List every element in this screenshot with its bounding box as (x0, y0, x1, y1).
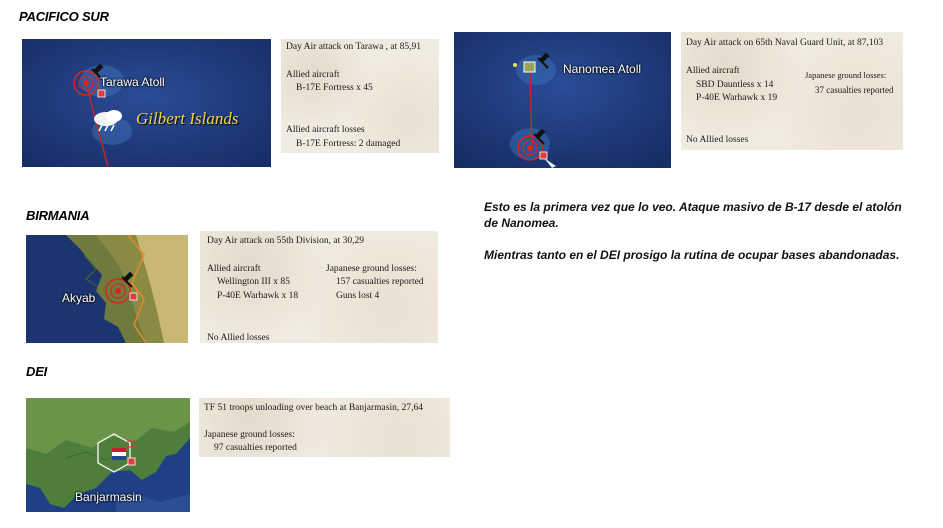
combat-report-akyab (200, 231, 438, 343)
japanese-ground-losses-header: Japanese ground losses: (204, 430, 295, 440)
allied-losses-entry: No Allied losses (686, 135, 749, 145)
map-tarawa (22, 39, 271, 167)
section-heading-birmania: BIRMANIA (26, 208, 90, 223)
combat-report-banjarmasin (199, 398, 450, 457)
japanese-unit-icon (128, 458, 135, 465)
report-title: TF 51 troops unloading over beach at Banjarmasin, 27,64 (204, 403, 423, 413)
map-label-nanomea-atoll: Nanomea Atoll (563, 62, 642, 76)
japanese-unit-icon (130, 293, 137, 300)
allied-aircraft-entry: SBD Dauntless x 14 (696, 80, 774, 90)
japanese-ground-losses-entry: Guns lost 4 (336, 291, 380, 301)
comment-paragraph-2: Mientras tanto en el DEI prosigo la rutina de ocupar bases abandonadas. (484, 248, 900, 262)
map-akyab (26, 235, 188, 343)
allied-aircraft-entry: Wellington III x 85 (217, 277, 290, 287)
report-title: Day Air attack on 65th Naval Guard Unit, at 87,103 (686, 38, 884, 48)
section-heading-pacifico-sur: PACIFICO SUR (19, 9, 109, 24)
combat-report-tarawa (281, 39, 439, 153)
allied-losses-header: Allied aircraft losses (286, 125, 365, 135)
map-label-banjarmasin: Banjarmasin (75, 490, 142, 504)
forum-comment (484, 199, 914, 263)
map-label-tarawa-atoll: Tarawa Atoll (100, 75, 165, 89)
japanese-ground-losses-entry: 157 casualties reported (336, 277, 424, 287)
map-label-gilbert-islands: Gilbert Islands (136, 109, 239, 128)
comment-paragraph-1: Esto es la primera vez que lo veo. Ataque masivo de B-17 desde el atolón de Nanomea. (484, 200, 902, 230)
map-banjarmasin (26, 398, 190, 512)
japanese-ground-losses-entry: 97 casualties reported (214, 443, 297, 453)
combat-report-nanomea (681, 32, 903, 150)
section-heading-dei: DEI (26, 364, 48, 379)
allied-losses-entry: No Allied losses (207, 333, 270, 343)
japanese-unit-icon (524, 62, 535, 72)
report-title: Day Air attack on 55th Division, at 30,29 (207, 236, 364, 246)
japanese-ground-losses-header: Japanese ground losses: (805, 70, 887, 80)
map-label-akyab: Akyab (62, 291, 96, 305)
allied-aircraft-entry: B-17E Fortress x 45 (296, 83, 373, 93)
japanese-ground-losses-entry: 37 casualties reported (815, 85, 894, 95)
allied-unit-icon (540, 152, 547, 159)
allied-aircraft-entry: P-40E Warhawk x 19 (696, 93, 778, 103)
allied-aircraft-header: Allied aircraft (207, 264, 261, 274)
allied-losses-entry: B-17E Fortress: 2 damaged (296, 139, 401, 149)
report-title: Day Air attack on Tarawa , at 85,91 (286, 42, 422, 52)
japanese-ground-losses-header: Japanese ground losses: (326, 264, 417, 274)
map-nanomea (454, 32, 671, 168)
allied-aircraft-entry: P-40E Warhawk x 18 (217, 291, 299, 301)
allied-aircraft-header: Allied aircraft (286, 70, 340, 80)
allied-aircraft-header: Allied aircraft (686, 66, 740, 76)
japanese-unit-icon (98, 90, 105, 97)
dutch-flag-icon (112, 448, 126, 460)
